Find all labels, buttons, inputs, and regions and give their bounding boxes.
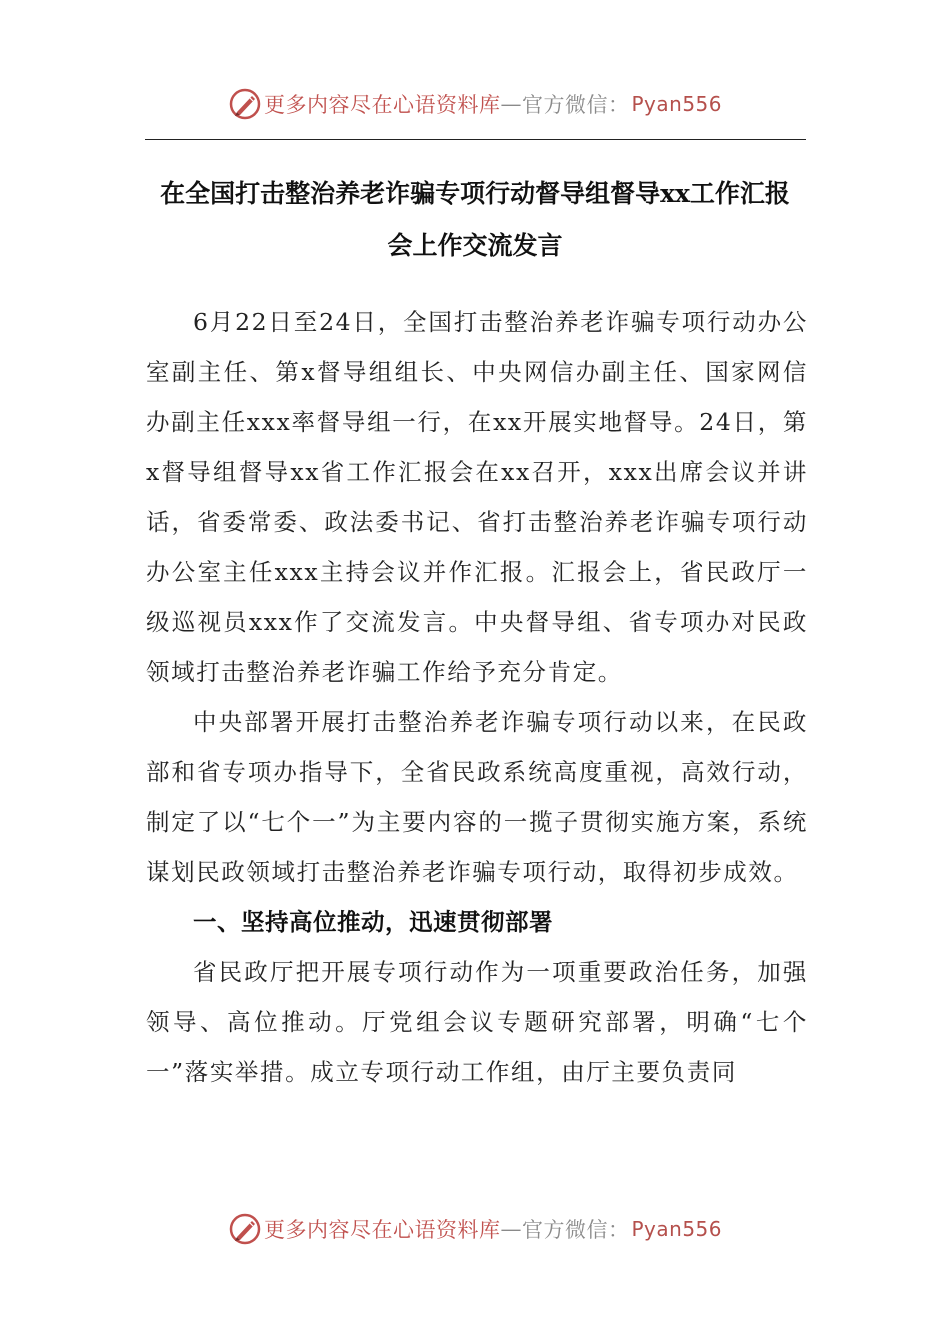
- pen-logo-icon: [228, 1212, 262, 1246]
- watermark-contact-id: Pyan556: [631, 1217, 722, 1241]
- watermark-contact-label: 官方微信：: [521, 93, 630, 117]
- header-divider: [145, 139, 806, 140]
- watermark-contact-label: 官方微信：: [521, 1218, 630, 1242]
- document-title: [130, 168, 820, 272]
- body-paragraph-1: 6月22日至24日，全国打击整治养老诈骗专项行动办公室副主任、第x督导组组长、中央网信办副主任、国家网信办副主任xxx率督导组一行，在xx开展实地督导。24日，第x督导组督导xx省工作汇报会在xx召开，xxx出席会议并讲话，省委常委、政法委书记、省打击整治养老诈骗专项行动办公室主任xxx主持会议并作汇报。汇报会上，省民政厅一级巡视员xxx作了交流发言。中央督导组、省专项办对民政领域打击整治养老诈骗工作给予充分肯定。: [146, 308, 808, 686]
- watermark-separator: —: [500, 92, 522, 116]
- body-paragraph-2: 中央部署开展打击整治养老诈骗专项行动以来，在民政部和省专项办指导下，全省民政系统高度重视，高效行动，制定了以“七个一”为主要内容的一揽子贯彻实施方案，系统谋划民政领域打击整治养老诈骗专项行动，取得初步成效。: [146, 708, 808, 886]
- title-line-1: 在全国打击整治养老诈骗专项行动督导组督导xx工作汇报: [160, 179, 790, 208]
- section-heading: 一、坚持高位推动，迅速贯彻部署: [193, 908, 553, 936]
- title-line-2: 会上作交流发言: [387, 231, 563, 260]
- section-paragraph: 省民政厅把开展专项行动作为一项重要政治任务，加强领导、高位推动。厅党组会议专题研究部署，明确“七个一”落实举措。成立专项行动工作组，由厅主要负责同: [146, 958, 808, 1086]
- pen-logo-icon: [228, 87, 262, 121]
- watermark-brand-text: 更多内容尽在心语资料库: [263, 1218, 501, 1242]
- watermark-separator: —: [500, 1217, 522, 1241]
- footer-watermark: [0, 1209, 950, 1249]
- watermark-contact-id: Pyan556: [631, 92, 722, 116]
- document-body: [146, 297, 808, 1097]
- header-watermark: [0, 84, 950, 124]
- watermark-brand-text: 更多内容尽在心语资料库: [263, 93, 501, 117]
